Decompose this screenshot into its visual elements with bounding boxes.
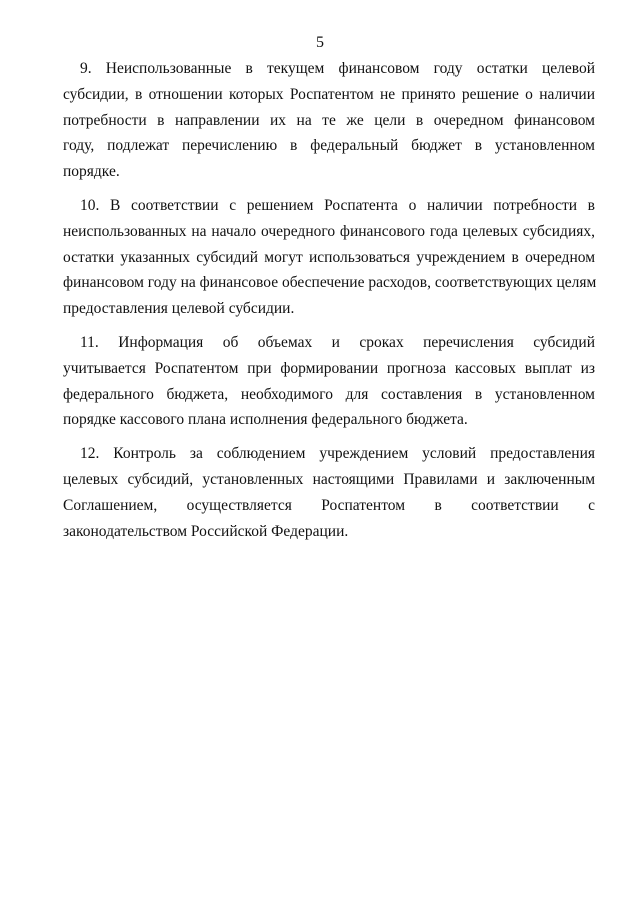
paragraph-line: 9. Неиспользованные в текущем финансовом году остатки целевой — [80, 60, 595, 77]
paragraph-line: году, подлежат перечислению в федеральный бюджет в установленном — [63, 137, 595, 155]
paragraph-12 — [63, 441, 595, 544]
paragraph-10 — [63, 193, 595, 322]
paragraph-line: законодательством Российской Федерации. — [63, 522, 349, 540]
paragraph-line: 10. В соответствии с решением Роспатента о наличии потребности в — [80, 196, 595, 214]
paragraph-line: федерального бюджета, необходимого для составления в установленном — [63, 385, 595, 403]
paragraph-line: субсидии, в отношении которых Роспатентом не принято решение о наличии — [63, 85, 595, 103]
page-number: 5 — [316, 34, 324, 51]
paragraph-line: потребности в направлении их на те же цели в очередном финансовом — [63, 111, 595, 129]
paragraph-11 — [63, 330, 595, 433]
paragraph-9 — [63, 56, 595, 185]
paragraph-line: 12. Контроль за соблюдением учреждением условий предоставления — [80, 445, 595, 463]
paragraph-line: учитывается Роспатентом при формировании прогноза кассовых выплат из — [63, 359, 595, 377]
paragraph-line: финансовом году на финансовое обеспечение расходов, соответствующих целям — [63, 274, 597, 292]
paragraph-line: целевых субсидий, установленных настоящими Правилами и заключенным — [63, 470, 595, 488]
document-body — [63, 56, 595, 552]
paragraph-line: порядке кассового плана исполнения федерального бюджета. — [63, 411, 468, 429]
paragraph-line: остатки указанных субсидий могут использоваться учреждением в очередном — [63, 248, 595, 266]
paragraph-line: порядке. — [63, 163, 120, 181]
paragraph-line: Соглашением, осуществляется Роспатентом в соответствии с — [63, 496, 595, 514]
paragraph-line: 11. Информация об объемах и сроках перечисления субсидий — [80, 333, 595, 351]
paragraph-line: неиспользованных на начало очередного финансового года целевых субсидиях, — [63, 222, 595, 240]
paragraph-line: предоставления целевой субсидии. — [63, 300, 295, 318]
